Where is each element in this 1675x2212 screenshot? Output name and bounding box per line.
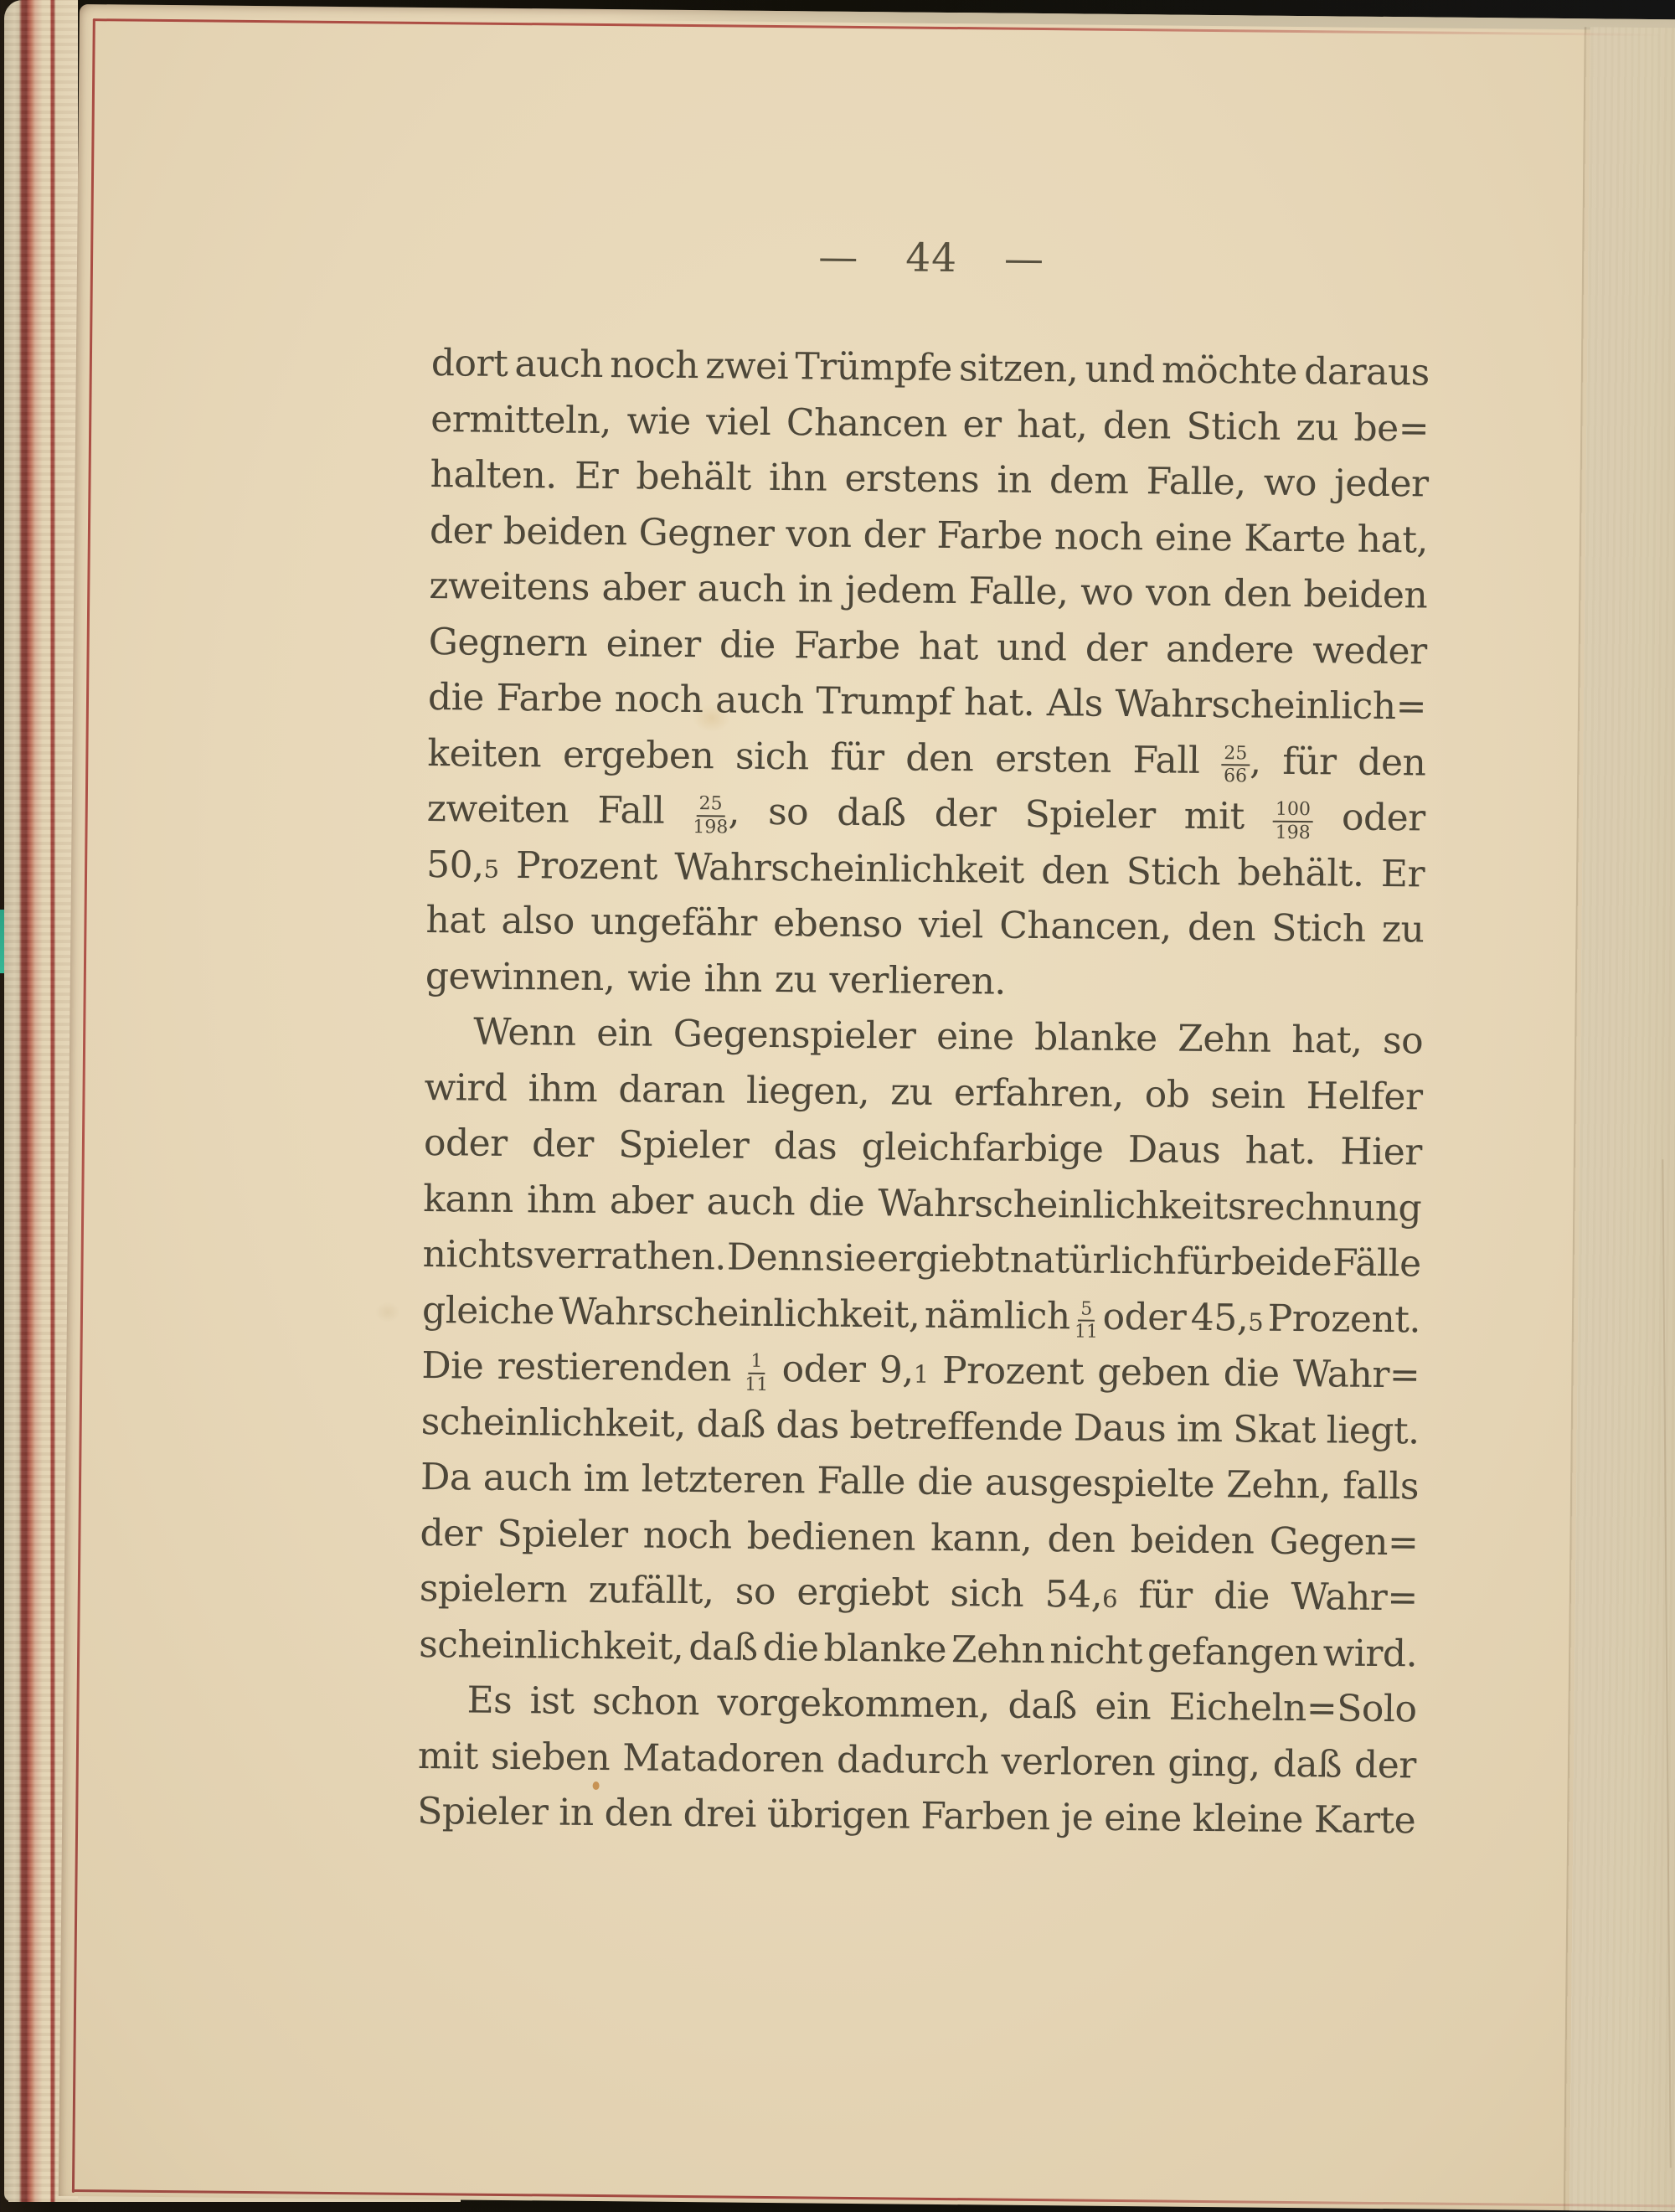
word: Zehn	[951, 1627, 1045, 1672]
word: letzteren	[641, 1457, 806, 1503]
word: die	[427, 676, 485, 719]
text-line	[429, 559, 1428, 624]
word: ausgespielte	[984, 1461, 1215, 1507]
word: möchte	[1161, 348, 1298, 393]
word: beiden	[502, 509, 627, 554]
word: zu	[890, 1070, 934, 1114]
word: keiten	[427, 731, 542, 776]
word: Wahrscheinlichkeitsrechnung	[878, 1181, 1422, 1230]
word: in	[997, 458, 1033, 502]
text-line	[418, 1728, 1417, 1793]
word: restierenden	[497, 1344, 732, 1390]
word: von	[786, 512, 852, 556]
word: Wahrscheinlichkeit	[674, 845, 1025, 892]
word: liegt.	[1326, 1408, 1420, 1452]
word: wird	[424, 1065, 508, 1110]
word: zu	[1296, 405, 1339, 449]
word: und	[996, 626, 1067, 669]
word: Karte	[1313, 1798, 1416, 1843]
word: die	[719, 622, 776, 667]
word: sich	[950, 1572, 1024, 1616]
word: der	[429, 508, 492, 553]
word: je	[1060, 1796, 1094, 1839]
word: bedienen	[746, 1514, 916, 1560]
word: dem	[1049, 459, 1129, 503]
word: zweiten	[426, 787, 570, 832]
word: 9,1	[879, 1348, 929, 1392]
word: ein	[1095, 1684, 1152, 1729]
word: nämlich	[924, 1293, 1070, 1338]
word: ihn	[704, 956, 763, 1001]
word: einer	[606, 621, 701, 666]
word: Wahr=	[1291, 1575, 1418, 1620]
word: Gegen=	[1269, 1519, 1419, 1564]
word: 45,5	[1190, 1296, 1264, 1339]
word: ihm	[526, 1178, 596, 1222]
word: oder	[1341, 796, 1425, 840]
word: der	[863, 513, 925, 557]
fraction: $\frac{25}{66}$	[1221, 744, 1250, 786]
word: daß	[837, 791, 906, 835]
word: Wahrscheinlichkeit,	[559, 1290, 920, 1337]
word: halten.	[430, 453, 558, 498]
word: be=	[1353, 406, 1430, 450]
word: Es	[466, 1678, 513, 1723]
word: Falle,	[968, 570, 1069, 614]
text-line	[430, 503, 1429, 569]
word: schon	[591, 1679, 700, 1725]
word: $\frac{25}{198}$ ,	[693, 790, 740, 838]
text-line	[431, 336, 1430, 401]
text-line	[420, 1450, 1420, 1515]
text-line	[428, 615, 1427, 680]
word: oder	[423, 1121, 508, 1165]
text-line	[420, 1561, 1419, 1627]
word: Farbe	[936, 513, 1044, 558]
word: Zehn,	[1226, 1463, 1332, 1508]
text-line	[425, 893, 1425, 958]
word: aber	[601, 566, 686, 610]
word: gleiche	[421, 1288, 555, 1333]
word: wird.	[1322, 1631, 1418, 1675]
word: Farben	[920, 1794, 1051, 1839]
word: sitzen,	[958, 347, 1079, 391]
word: Denn	[726, 1235, 825, 1280]
word: zwei	[704, 344, 789, 389]
word: zu	[774, 957, 817, 1002]
word: im	[1176, 1407, 1223, 1451]
word: daran	[618, 1067, 726, 1111]
word: in	[559, 1791, 594, 1834]
fraction: $\frac{25}{198}$	[693, 793, 729, 838]
text-line	[420, 1394, 1420, 1459]
word: den	[1047, 1517, 1116, 1561]
word: auch	[482, 1456, 572, 1500]
word: noch	[614, 678, 704, 722]
word: blanke	[1033, 1016, 1157, 1060]
word: natürlich	[1009, 1238, 1177, 1283]
word: ging,	[1167, 1741, 1260, 1786]
word: zweitens	[429, 565, 590, 609]
page-number-dash-right: —	[1003, 235, 1045, 283]
red-frame-line-left	[72, 18, 95, 2193]
word: 54,6	[1044, 1573, 1118, 1616]
word: Falle	[817, 1459, 906, 1503]
word: hat	[918, 625, 979, 668]
small-decimal: 1	[913, 1359, 929, 1389]
word: ob	[1144, 1072, 1190, 1116]
word: Helfer	[1306, 1074, 1423, 1118]
word: geben	[1096, 1350, 1210, 1395]
text-line	[426, 838, 1425, 903]
word: Chancen	[786, 400, 948, 446]
word: jedem	[844, 568, 957, 613]
word: Prozent	[515, 843, 658, 889]
word: wie	[627, 956, 692, 1000]
word: ergeben	[562, 733, 714, 777]
text-line	[430, 392, 1430, 457]
text-line	[422, 1282, 1421, 1348]
page-number-dash-left: —	[817, 234, 859, 281]
word: Hier	[1340, 1130, 1423, 1174]
word: oder	[781, 1348, 866, 1392]
word: den	[905, 736, 974, 780]
word: hat,	[1291, 1018, 1363, 1062]
word: Stich	[1186, 405, 1281, 449]
word: das	[776, 1403, 840, 1447]
word: verloren	[1001, 1740, 1156, 1784]
word: sein	[1210, 1073, 1286, 1117]
word: mit	[417, 1734, 479, 1778]
red-frame-line-bottom	[72, 2189, 1675, 2208]
word: behält.	[1237, 850, 1364, 895]
fraction: $\frac{100}{198}$	[1273, 800, 1313, 843]
word: scheinlichkeit,	[420, 1400, 687, 1446]
word: dadurch	[836, 1738, 989, 1783]
word: Zehn	[1178, 1017, 1271, 1061]
word: ebenso	[772, 902, 903, 946]
word: noch	[642, 1513, 732, 1558]
word: ihm	[528, 1066, 598, 1111]
text-line	[420, 1505, 1419, 1570]
fraction: $\frac{1}{11}$	[745, 1351, 769, 1395]
text-line	[425, 949, 1425, 1014]
word: Trumpf	[816, 679, 952, 724]
word: dort	[430, 342, 508, 385]
word: in	[797, 568, 833, 611]
word: hat.	[963, 681, 1035, 724]
word: der	[1085, 626, 1147, 670]
word: auch	[697, 567, 786, 611]
word: daß	[1272, 1742, 1343, 1787]
word: kann	[423, 1177, 514, 1221]
text-line	[417, 1784, 1416, 1849]
word: Als	[1046, 682, 1104, 725]
word: daraus	[1303, 350, 1430, 394]
word: den	[604, 1792, 673, 1835]
word: Die	[421, 1343, 484, 1388]
word: Daus	[1073, 1405, 1167, 1451]
word: verlieren.	[829, 958, 1007, 1003]
text-line	[418, 1673, 1417, 1738]
word: wo	[1263, 461, 1317, 505]
word: Spieler	[497, 1512, 628, 1556]
word: ersten	[994, 737, 1112, 781]
small-decimal: 5	[483, 854, 499, 884]
word: wie	[626, 399, 691, 443]
word: sieben	[490, 1735, 611, 1779]
word: drei	[683, 1792, 757, 1836]
word: zufällt,	[588, 1568, 714, 1613]
word: die	[1213, 1575, 1270, 1618]
word: so	[734, 1570, 776, 1614]
word: ergiebt	[876, 1237, 1010, 1281]
page-number	[432, 230, 1430, 286]
word: eine	[1154, 515, 1233, 559]
text-line	[419, 1616, 1418, 1682]
fore-edge-pages	[1564, 27, 1675, 2211]
word: so	[1382, 1018, 1424, 1063]
word: Stich	[1126, 849, 1221, 894]
word: noch	[1054, 514, 1143, 559]
word: den	[1187, 905, 1256, 950]
word: nicht	[1049, 1628, 1143, 1673]
word: mit	[1183, 794, 1245, 838]
word: im	[583, 1457, 630, 1501]
word	[1273, 790, 1314, 846]
word: also	[501, 899, 575, 943]
text-line	[426, 781, 1425, 847]
word: erfahren,	[953, 1070, 1124, 1116]
word: behält	[636, 455, 752, 499]
word: so	[767, 790, 809, 834]
text-line	[427, 726, 1426, 791]
page-text	[417, 336, 1430, 1849]
word: sie	[824, 1236, 877, 1281]
word: Falle,	[1146, 460, 1246, 504]
word: kleine	[1192, 1797, 1304, 1842]
word: kann,	[930, 1516, 1033, 1560]
word: der	[420, 1511, 482, 1555]
word: der	[1353, 1743, 1417, 1787]
word: scheinlichkeit,	[418, 1622, 684, 1668]
word: ergiebt	[796, 1570, 930, 1615]
word	[745, 1342, 769, 1398]
word: Eicheln=Solo	[1168, 1685, 1417, 1731]
word: gewinnen,	[425, 954, 616, 999]
word: ist	[529, 1679, 575, 1723]
word: Chancen,	[998, 904, 1172, 949]
fraction: $\frac{5}{11}$	[1074, 1298, 1099, 1343]
word: der	[934, 791, 997, 836]
word: betreffende	[849, 1404, 1064, 1449]
word: erstens	[844, 456, 980, 502]
word: nichts	[422, 1233, 534, 1277]
text-line	[421, 1338, 1420, 1404]
word: daß	[696, 1402, 766, 1446]
word: ein	[595, 1011, 653, 1055]
word: Er	[574, 454, 619, 498]
word: Fall	[597, 788, 665, 833]
word: gefangen	[1147, 1629, 1318, 1674]
word: der	[531, 1122, 595, 1166]
word: ihn	[768, 456, 827, 500]
word: jeder	[1333, 461, 1429, 506]
word: hat	[425, 899, 486, 942]
word: Gegnern	[428, 620, 588, 665]
word: hat,	[1016, 403, 1088, 447]
word: die	[762, 1626, 819, 1670]
word: das	[773, 1125, 838, 1168]
word: Wenn	[472, 1010, 576, 1054]
text-line	[424, 1116, 1423, 1181]
word: daß	[688, 1625, 758, 1669]
word: die	[1223, 1352, 1280, 1395]
word: noch	[609, 343, 699, 388]
small-decimal: 6	[1101, 1584, 1118, 1613]
word: auch	[514, 343, 604, 387]
word: viel	[918, 903, 984, 947]
word: andere	[1165, 626, 1295, 672]
word: liegen,	[745, 1069, 870, 1113]
paper-stain	[375, 1302, 400, 1322]
word: Prozent.	[1267, 1297, 1421, 1341]
word: sich	[734, 735, 809, 778]
word: für	[1138, 1574, 1193, 1617]
word: für	[830, 735, 884, 779]
word: hat,	[1357, 518, 1429, 561]
text-line	[423, 1172, 1422, 1237]
page-number-value: 44	[904, 235, 958, 282]
word: Matadoren	[622, 1735, 825, 1781]
word: Karte	[1244, 516, 1346, 561]
word: Er	[1380, 852, 1425, 895]
word: Da	[420, 1455, 472, 1499]
word: Spieler	[618, 1123, 750, 1168]
word: von	[1145, 571, 1212, 616]
word: spielern	[419, 1566, 568, 1611]
small-decimal: 5	[1248, 1307, 1264, 1337]
book-page	[59, 4, 1675, 2212]
word: für	[1176, 1240, 1231, 1284]
word: Gegenspieler	[673, 1012, 916, 1058]
word: eine	[935, 1014, 1014, 1059]
word: den	[1041, 848, 1110, 893]
word: oder	[1102, 1295, 1187, 1339]
word: weder	[1312, 628, 1427, 673]
word: Stich	[1271, 906, 1366, 951]
word: Farbe	[793, 623, 900, 668]
text-line	[430, 447, 1429, 513]
word: den	[1358, 740, 1426, 784]
word: Wahrscheinlich=	[1115, 682, 1427, 729]
word: daß	[1008, 1683, 1078, 1728]
word: Trümpfe	[795, 345, 953, 390]
word: Farbe	[496, 676, 603, 721]
word: 50,5	[425, 843, 499, 887]
word: Spieler	[417, 1789, 549, 1834]
word: für	[1282, 740, 1337, 783]
word: Daus	[1127, 1128, 1221, 1173]
word: die	[916, 1460, 974, 1504]
word: auch	[714, 678, 804, 723]
word: er	[962, 402, 1002, 446]
word: beide	[1230, 1240, 1332, 1285]
text-line	[428, 670, 1427, 735]
word: Prozent	[941, 1348, 1085, 1394]
word: beiden	[1303, 573, 1428, 617]
word: den	[1102, 404, 1172, 448]
word: wo	[1080, 570, 1134, 615]
word: gleichfarbige	[861, 1126, 1104, 1171]
word: Fälle	[1332, 1241, 1421, 1286]
word: und	[1085, 348, 1156, 392]
word: $\frac{25}{66}$ ,	[1221, 734, 1261, 790]
word: Skat	[1233, 1407, 1317, 1451]
word: eine	[1104, 1796, 1183, 1840]
word	[1075, 1289, 1099, 1345]
word: hat.	[1245, 1129, 1317, 1173]
word: beiden	[1130, 1518, 1255, 1563]
word: vorgekommen,	[717, 1681, 991, 1727]
word: viel	[706, 400, 771, 444]
text-line	[425, 1004, 1424, 1070]
word: Fall	[1132, 738, 1200, 782]
word: verrathen.	[534, 1234, 727, 1279]
word: ungefähr	[590, 900, 758, 945]
word: blanke	[823, 1627, 947, 1671]
word: Spieler	[1024, 792, 1156, 838]
word: Gegner	[638, 510, 775, 555]
word: Wahr=	[1292, 1352, 1420, 1397]
word: übrigen	[766, 1792, 910, 1838]
word: auch	[706, 1179, 796, 1224]
text-line	[422, 1227, 1421, 1292]
text-line	[424, 1060, 1423, 1126]
word: den	[1223, 572, 1292, 616]
word: die	[808, 1180, 865, 1225]
word: falls	[1342, 1464, 1420, 1508]
word: ermitteln,	[430, 397, 612, 442]
word: zu	[1381, 907, 1425, 951]
word: aber	[609, 1178, 693, 1223]
